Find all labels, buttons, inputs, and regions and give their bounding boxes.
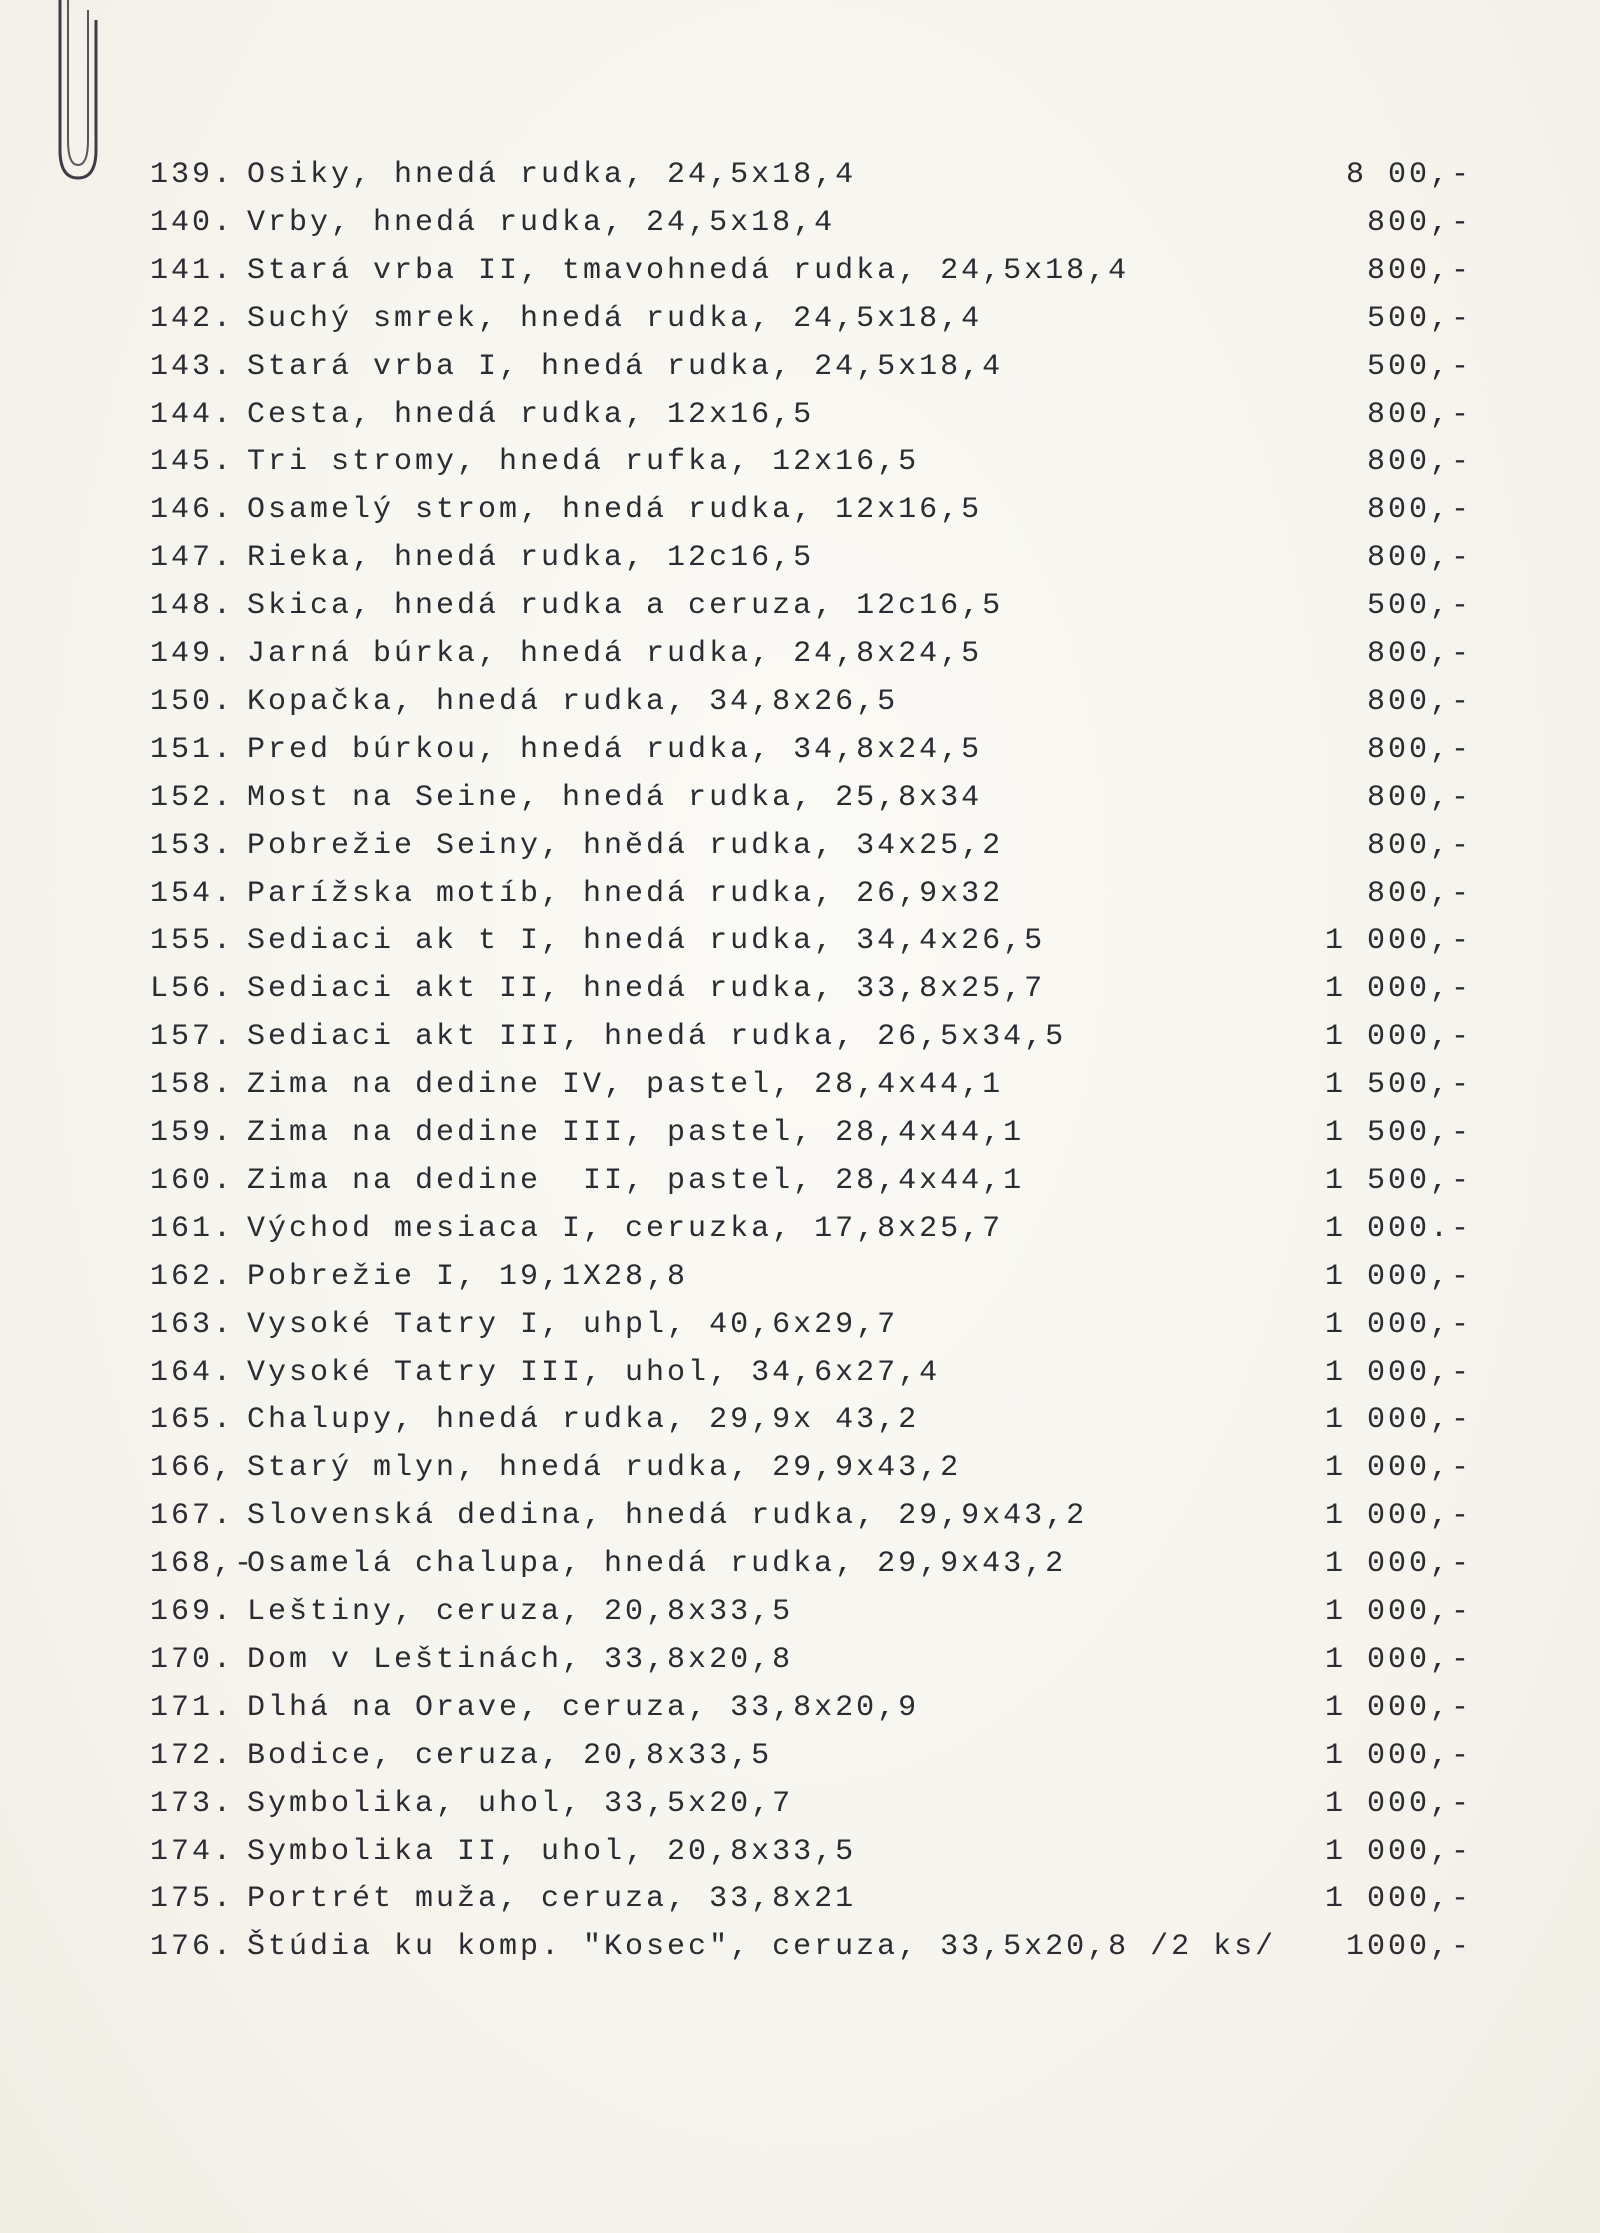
- list-item: [0, 1547, 1600, 1591]
- item-price: 1 000,-: [1324, 1786, 1472, 1821]
- item-description: Zima na dedine III, pastel, 28,4x44,1: [247, 1116, 1025, 1150]
- list-item: [0, 1116, 1600, 1160]
- item-price: 1 500,-: [1324, 1068, 1472, 1103]
- item-description: Suchý smrek, hnedá rudka, 24,5x18,4: [247, 301, 983, 336]
- item-description: Stará vrba II, tmavohnedá rudka, 24,5x18,4: [247, 253, 1130, 288]
- item-number: 175.: [150, 1882, 235, 1917]
- item-number: 161.: [150, 1211, 235, 1246]
- list-item: [0, 1020, 1600, 1064]
- item-price: 1 000,-: [1324, 1547, 1472, 1582]
- item-description: Most na Seine, hnedá rudka, 25,8x34: [247, 780, 983, 815]
- item-number: 159.: [150, 1116, 235, 1150]
- list-item: [0, 1499, 1600, 1543]
- item-price: 1 000,-: [1324, 1307, 1472, 1342]
- item-description: Východ mesiaca I, ceruzka, 17,8x25,7: [247, 1211, 1004, 1246]
- item-price: 800,-: [1366, 732, 1472, 767]
- item-number: 173.: [150, 1786, 235, 1821]
- item-description: Pobrežie Seiny, hnědá rudka, 34x25,2: [247, 828, 1004, 863]
- item-price: 1 000,-: [1324, 1642, 1472, 1677]
- item-number: 150.: [150, 684, 235, 719]
- list-item: [0, 1882, 1600, 1926]
- list-item: [0, 541, 1600, 585]
- item-description: Pobrežie I, 19,1X28,8: [247, 1259, 689, 1294]
- list-item: [0, 493, 1600, 537]
- item-number: 147.: [150, 541, 235, 576]
- item-price: 500,-: [1366, 589, 1472, 624]
- list-item: [0, 1403, 1600, 1447]
- item-description: Stará vrba I, hnedá rudka, 24,5x18,4: [247, 349, 1004, 384]
- item-price: 800,-: [1366, 828, 1472, 863]
- item-price: 1 000,-: [1324, 1499, 1472, 1534]
- item-price: 1 000,-: [1324, 1690, 1472, 1725]
- list-item: [0, 350, 1600, 394]
- item-number: L56.: [150, 972, 235, 1007]
- item-number: 151.: [150, 732, 235, 767]
- item-price: 800,-: [1366, 876, 1472, 911]
- item-number: 160.: [150, 1163, 235, 1198]
- item-price: 1 000,-: [1324, 1451, 1472, 1486]
- item-description: Pred búrkou, hnedá rudka, 34,8x24,5: [247, 732, 983, 767]
- item-number: 168,-: [150, 1547, 256, 1582]
- item-price: 800,-: [1366, 637, 1472, 671]
- list-item: [0, 733, 1600, 777]
- item-price: 1 000,-: [1324, 1595, 1472, 1629]
- list-item: [0, 1308, 1600, 1352]
- item-price: 1 500,-: [1324, 1163, 1472, 1198]
- item-price: 500,-: [1366, 349, 1472, 384]
- item-number: 157.: [150, 1020, 235, 1055]
- item-price: 1 000,-: [1324, 1882, 1472, 1917]
- item-number: 170.: [150, 1642, 235, 1677]
- item-description: Štúdia ku komp. "Kosec", ceruza, 33,5x20,8 /2 ks/: [247, 1930, 1277, 1965]
- item-description: Symbolika II, uhol, 20,8x33,5: [247, 1834, 857, 1869]
- item-number: 140.: [150, 205, 235, 240]
- item-description: Sediaci ak t I, hnedá rudka, 34,4x26,5: [247, 924, 1046, 959]
- item-description: Chalupy, hnedá rudka, 29,9x 43,2: [247, 1403, 920, 1438]
- item-description: Rieka, hnedá rudka, 12c16,5: [247, 541, 815, 576]
- item-number: 144.: [150, 397, 235, 432]
- item-price: 800,-: [1366, 684, 1472, 719]
- item-price: 1 000,-: [1324, 1738, 1472, 1773]
- item-number: 139.: [150, 158, 235, 192]
- list-item: [0, 589, 1600, 633]
- list-item: [0, 1212, 1600, 1256]
- item-price: 1 000.-: [1324, 1211, 1472, 1246]
- item-price: 800,-: [1366, 253, 1472, 288]
- item-number: 149.: [150, 637, 235, 671]
- item-description: Cesta, hnedá rudka, 12x16,5: [247, 397, 815, 432]
- item-price: 800,-: [1366, 445, 1472, 480]
- item-price: 800,-: [1366, 541, 1472, 576]
- item-description: Kopačka, hnedá rudka, 34,8x26,5: [247, 684, 899, 719]
- item-price: 800,-: [1366, 205, 1472, 240]
- item-number: 148.: [150, 589, 235, 624]
- item-description: Symbolika, uhol, 33,5x20,7: [247, 1786, 794, 1821]
- item-price: 1 000,-: [1324, 1355, 1472, 1390]
- item-description: Vysoké Tatry I, uhpl, 40,6x29,7: [247, 1307, 899, 1342]
- item-description: Zima na dedine IV, pastel, 28,4x44,1: [247, 1068, 1004, 1103]
- item-description: Slovenská dedina, hnedá rudka, 29,9x43,2: [247, 1499, 1088, 1534]
- item-price: 1 500,-: [1324, 1116, 1472, 1150]
- item-description: Dlhá na Orave, ceruza, 33,8x20,9: [247, 1690, 920, 1725]
- item-number: 155.: [150, 924, 235, 959]
- item-price: 1 000,-: [1324, 972, 1472, 1007]
- item-description: Vysoké Tatry III, uhol, 34,6x27,4: [247, 1355, 941, 1390]
- item-number: 142.: [150, 301, 235, 336]
- list-item: [0, 685, 1600, 729]
- item-number: 172.: [150, 1738, 235, 1773]
- item-number: 154.: [150, 876, 235, 911]
- item-number: 165.: [150, 1403, 235, 1438]
- item-number: 141.: [150, 253, 235, 288]
- list-item: [0, 877, 1600, 921]
- item-description: Jarná búrka, hnedá rudka, 24,8x24,5: [247, 637, 983, 671]
- list-item: [0, 1164, 1600, 1208]
- list-item: [0, 1835, 1600, 1879]
- item-description: Vrby, hnedá rudka, 24,5x18,4: [247, 205, 836, 240]
- list-item: [0, 1068, 1600, 1112]
- item-number: 169.: [150, 1595, 235, 1629]
- item-price: 500,-: [1366, 301, 1472, 336]
- item-price: 1000,-: [1345, 1930, 1472, 1965]
- item-number: 167.: [150, 1499, 235, 1534]
- list-item: [0, 158, 1600, 202]
- item-number: 164.: [150, 1355, 235, 1390]
- item-description: Osiky, hnedá rudka, 24,5x18,4: [247, 158, 857, 192]
- list-item: [0, 1739, 1600, 1783]
- item-description: Tri stromy, hnedá rufka, 12x16,5: [247, 445, 920, 480]
- list-item: [0, 1643, 1600, 1687]
- item-number: 152.: [150, 780, 235, 815]
- item-number: 145.: [150, 445, 235, 480]
- list-item: [0, 1260, 1600, 1304]
- list-item: [0, 829, 1600, 873]
- item-description: Parížska motíb, hnedá rudka, 26,9x32: [247, 876, 1004, 911]
- item-number: 143.: [150, 349, 235, 384]
- list-item: [0, 445, 1600, 489]
- item-price: 800,-: [1366, 397, 1472, 432]
- list-item: [0, 637, 1600, 681]
- item-number: 146.: [150, 493, 235, 528]
- item-description: Dom v Leštinách, 33,8x20,8: [247, 1642, 794, 1677]
- item-price: 8 00,-: [1345, 158, 1472, 192]
- item-price: 1 000,-: [1324, 1020, 1472, 1055]
- item-description: Sediaci akt III, hnedá rudka, 26,5x34,5: [247, 1020, 1067, 1055]
- item-description: Osamelá chalupa, hnedá rudka, 29,9x43,2: [247, 1547, 1067, 1582]
- item-description: Starý mlyn, hnedá rudka, 29,9x43,2: [247, 1451, 962, 1486]
- item-number: 176.: [150, 1930, 235, 1965]
- item-price: 1 000,-: [1324, 1259, 1472, 1294]
- item-price: 800,-: [1366, 493, 1472, 528]
- item-price: 1 000,-: [1324, 1834, 1472, 1869]
- item-number: 158.: [150, 1068, 235, 1103]
- list-item: [0, 1595, 1600, 1639]
- item-number: 171.: [150, 1690, 235, 1725]
- item-description: Osamelý strom, hnedá rudka, 12x16,5: [247, 493, 983, 528]
- item-price: 1 000,-: [1324, 1403, 1472, 1438]
- list-item: [0, 254, 1600, 298]
- list-item: [0, 1356, 1600, 1400]
- list-item: [0, 1451, 1600, 1495]
- item-description: Zima na dedine II, pastel, 28,4x44,1: [247, 1163, 1025, 1198]
- list-item: [0, 398, 1600, 442]
- list-item: [0, 206, 1600, 250]
- list-item: [0, 1930, 1600, 1974]
- list-item: [0, 972, 1600, 1016]
- item-number: 166,: [150, 1451, 235, 1486]
- item-price: 1 000,-: [1324, 924, 1472, 959]
- list-item: [0, 781, 1600, 825]
- item-number: 174.: [150, 1834, 235, 1869]
- item-price: 800,-: [1366, 780, 1472, 815]
- item-description: Bodice, ceruza, 20,8x33,5: [247, 1738, 773, 1773]
- item-description: Skica, hnedá rudka a ceruza, 12c16,5: [247, 589, 1004, 624]
- list-item: [0, 924, 1600, 968]
- item-description: Portrét muža, ceruza, 33,8x21: [247, 1882, 857, 1917]
- list-item: [0, 1787, 1600, 1831]
- item-number: 162.: [150, 1259, 235, 1294]
- list-item: [0, 1691, 1600, 1735]
- item-description: Sediaci akt II, hnedá rudka, 33,8x25,7: [247, 972, 1046, 1007]
- item-number: 163.: [150, 1307, 235, 1342]
- item-number: 153.: [150, 828, 235, 863]
- item-description: Leštiny, ceruza, 20,8x33,5: [247, 1595, 794, 1629]
- list-item: [0, 302, 1600, 346]
